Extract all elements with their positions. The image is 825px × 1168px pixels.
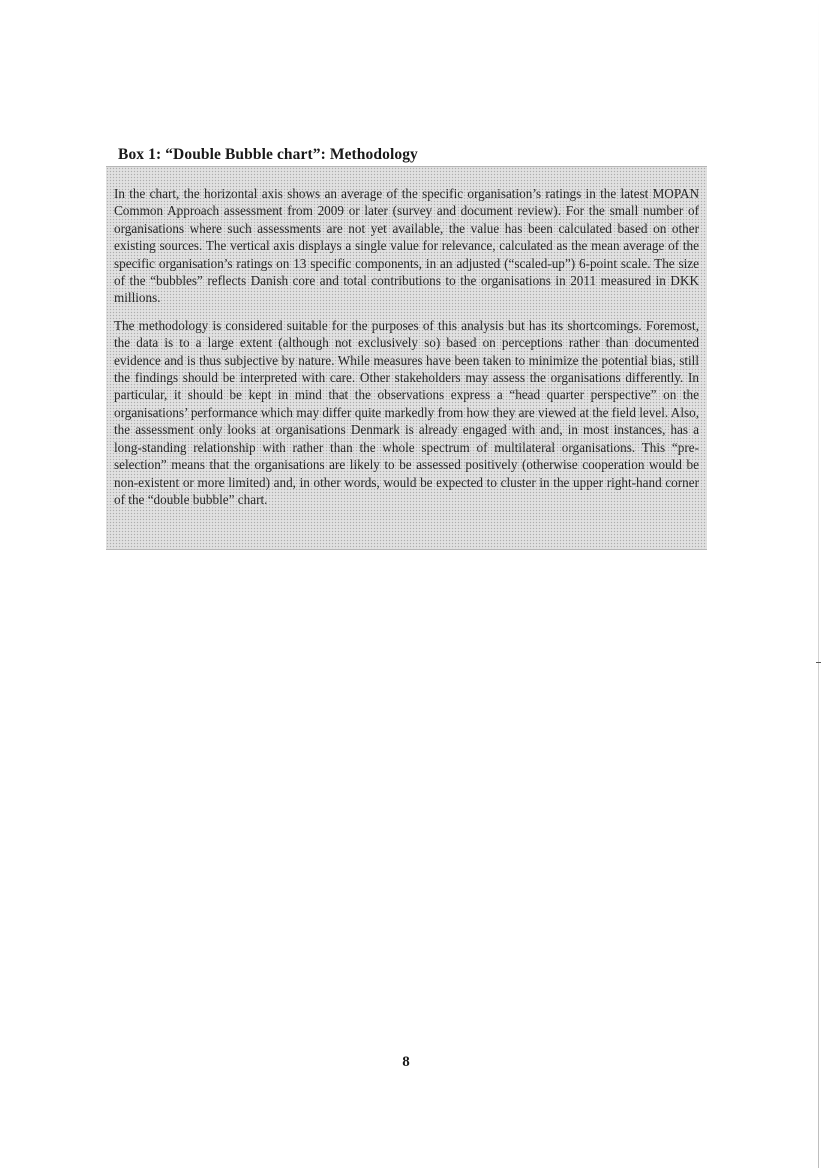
box-paragraph-1: In the chart, the horizontal axis shows an average of the specific organisation’s ratings in the latest MOPAN Common Approach assessment from 2009 or later (survey and document review). For the small number of organisations where such assessments are not yet available, the value has been calculated based on other existing sources. The vertical axis displays a single value for relevance, calculated as the mean average of the specific organisation’s ratings on 13 specific components, in an adjusted (“scaled-up”) 6-point scale. The size of the “bubbles” reflects Danish core and total contributions to the organisations in 2011 measured in DKK millions.	[114, 186, 699, 306]
page-edge-shadow	[818, 0, 819, 1168]
page-edge-mark	[816, 662, 821, 663]
box-title: Box 1: “Double Bubble chart”: Methodology	[118, 146, 418, 163]
box-paragraph-2: The methodology is considered suitable for the purposes of this analysis but has its shortcomings. Foremost, the data is to a large extent (although not exclusively so) based on perceptions rather than documented evidence and is thus subjective by nature. While measures have been taken to minimize the potential bias, still the findings should be interpreted with care. Other stakeholders may assess the organisations differently. In particular, it should be kept in mind that the observations express a “head quarter perspective” on the organisations’ performance which may differ quite markedly from how they are viewed at the field level. Also, the assessment only looks at organisations Denmark is already engaged with and, in most instances, has a long-standing relationship with rather than the whole spectrum of multilateral organisations. This “pre-selection” means that the organisations are likely to be assessed positively (otherwise cooperation would be non-existent or more limited) and, in other words, would be expected to cluster in the upper right-hand corner of the “double bubble” chart.	[114, 317, 699, 507]
page-number: 8	[402, 1054, 410, 1070]
methodology-box	[106, 166, 707, 550]
methodology-box-text	[114, 185, 699, 518]
